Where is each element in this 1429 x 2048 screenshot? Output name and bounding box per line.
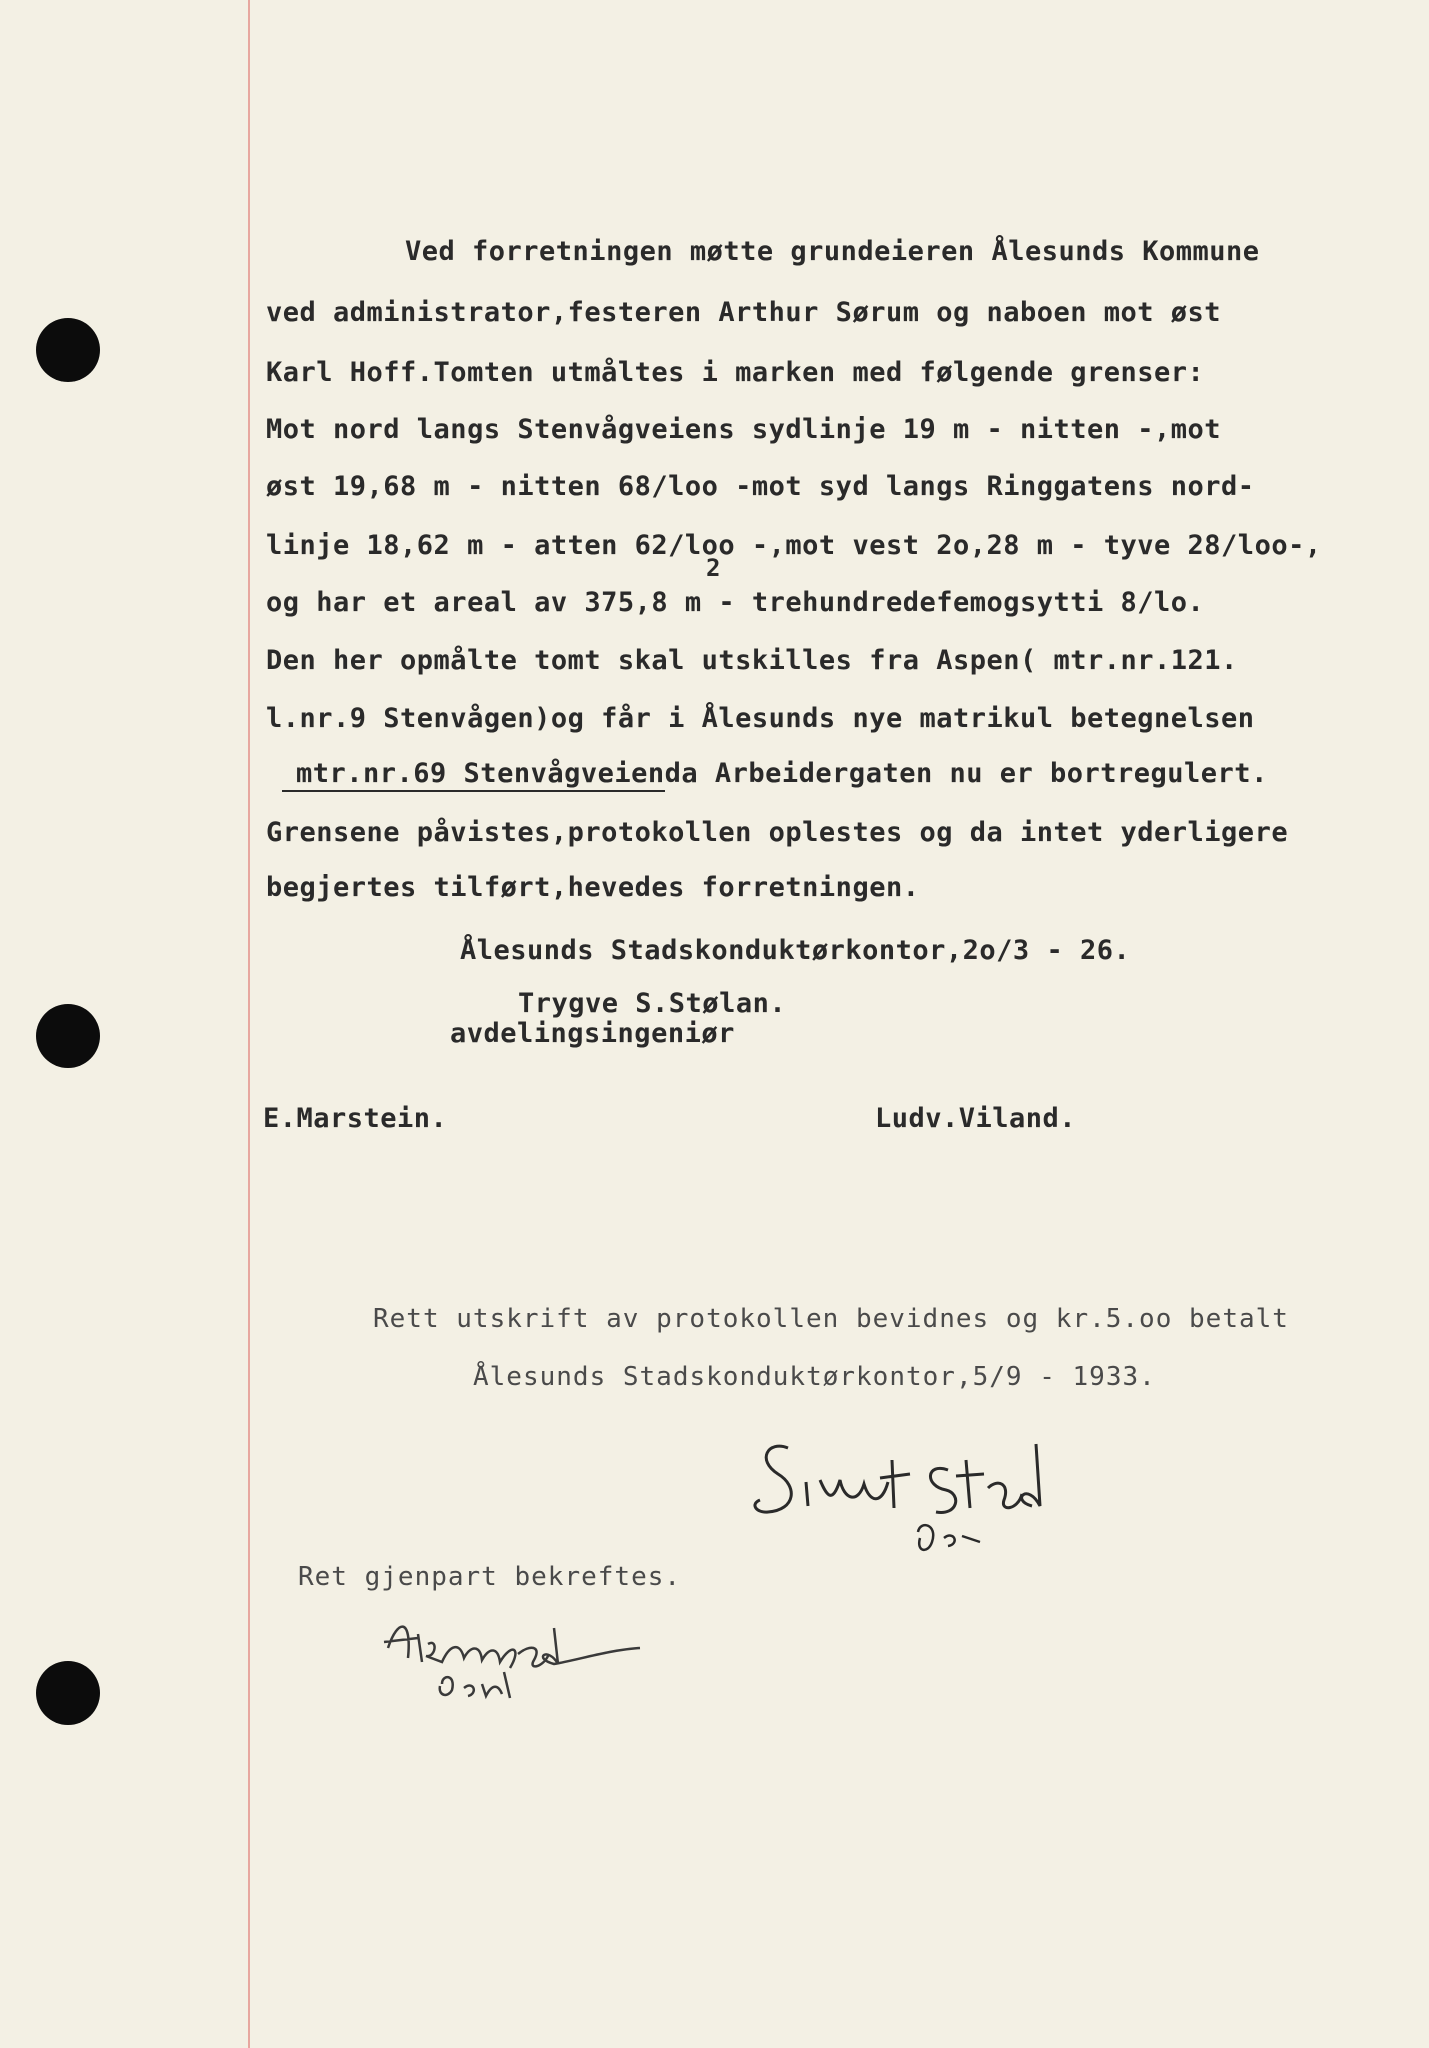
witness-left: E.Marstein. xyxy=(263,1103,448,1134)
handwritten-signature-2-icon xyxy=(378,1598,738,1708)
matrikul-reference: mtr.nr.69 Stenvågveien xyxy=(282,758,665,792)
red-margin-line xyxy=(248,0,250,2048)
handwritten-signature-1-icon xyxy=(748,1420,1148,1570)
engineer-title: avdelingsingeniør xyxy=(450,1018,735,1049)
certification-line-1: Rett utskrift av protokollen bevidnes og kr.5.oo betalt xyxy=(373,1304,1289,1334)
punch-hole-top xyxy=(36,318,100,382)
witness-right: Ludv.Viland. xyxy=(875,1103,1077,1134)
copy-confirmation: Ret gjenpart bekreftes. xyxy=(298,1562,682,1592)
place-date: Ålesunds Stadskonduktørkontor,2o/3 - 26. xyxy=(460,935,1131,966)
signature-1 xyxy=(748,1420,1148,1574)
punch-hole-middle xyxy=(36,1004,100,1068)
body-line-8: Den her opmålte tomt skal utskilles fra Aspen( mtr.nr.121. xyxy=(266,645,1238,676)
matrikul-line xyxy=(282,758,1268,792)
body-line-9: l.nr.9 Stenvågen)og får i Ålesunds nye matrikul betegnelsen xyxy=(266,703,1255,734)
matrikul-rest: da Arbeidergaten nu er bortregulert. xyxy=(664,758,1268,789)
area-exponent: 2 xyxy=(706,554,721,582)
certification-line-2: Ålesunds Stadskonduktørkontor,5/9 - 1933. xyxy=(473,1362,1156,1392)
closing-line-1: Grensene påvistes,protokollen oplestes og da intet yderligere xyxy=(266,817,1289,848)
body-line-7: og har et areal av 375,8 m - trehundredefemogsytti 8/lo. xyxy=(266,587,1205,618)
punch-hole-bottom xyxy=(36,1661,100,1725)
body-line-1: Ved forretningen møtte grundeieren Ålesunds Kommune xyxy=(405,236,1260,267)
signature-2 xyxy=(378,1598,738,1712)
engineer-name: Trygve S.Stølan. xyxy=(518,988,787,1019)
body-line-3: Karl Hoff.Tomten utmåltes i marken med følgende grenser: xyxy=(266,357,1205,388)
body-line-2: ved administrator,festeren Arthur Sørum og naboen mot øst xyxy=(266,297,1222,328)
body-line-5: øst 19,68 m - nitten 68/loo -mot syd langs Ringgatens nord- xyxy=(266,471,1255,502)
closing-line-2: begjertes tilført,hevedes forretningen. xyxy=(266,872,920,903)
body-line-4: Mot nord langs Stenvågveiens sydlinje 19 m - nitten -,mot xyxy=(266,414,1222,445)
body-line-6: linje 18,62 m - atten 62/loo -,mot vest 2o,28 m - tyve 28/loo-, xyxy=(266,530,1322,561)
